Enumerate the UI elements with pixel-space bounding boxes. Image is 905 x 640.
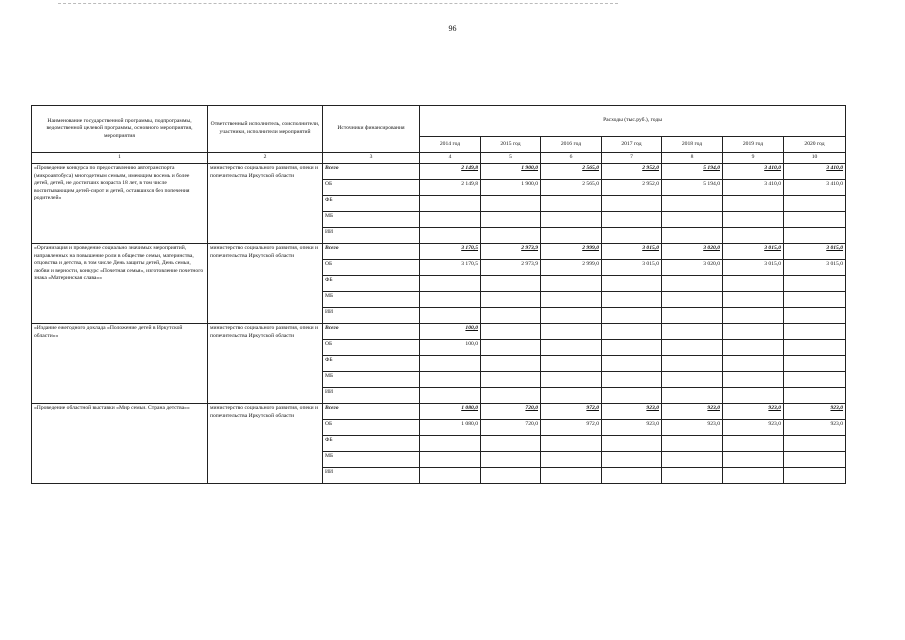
expense-value-cell [420,292,481,308]
expense-value-cell [784,276,846,292]
expense-value-cell [481,212,541,228]
expense-value-cell [784,212,846,228]
expense-value-cell: 1 080,0 [420,420,481,436]
expense-value-cell [602,228,662,244]
expense-value-cell [481,372,541,388]
expense-value-cell: 2 565,0 [541,180,602,196]
expense-value-cell: 2 973,9 [481,244,541,260]
expense-value-cell [784,340,846,356]
year-header: 2016 год [541,137,602,153]
expense-value-cell [541,340,602,356]
year-header: 2020 год [784,137,846,153]
funding-source-cell: ИИ [323,388,420,404]
expense-value-cell [723,292,784,308]
funding-source-cell: МБ [323,212,420,228]
expense-value-cell [662,196,723,212]
funding-source-cell: ИИ [323,228,420,244]
expense-value-cell: 3 015,0 [602,244,662,260]
funding-source-cell: Всего [323,164,420,180]
program-activity-title: «Организация и проведение социально значимых мероприятий, направленных на повышение роли в обществе семьи, материнства, отцовства и детства, в том числе День защиты детей, День семьи, любви и верности, конкурс «Почетная семья», изготовление почетного знака «Материнская слава»» [32,244,208,324]
expense-value-cell [784,228,846,244]
expense-value-cell [481,276,541,292]
executor-cell: министерство социального развития, опеки и попечительства Иркутской области [208,244,323,324]
expense-value-cell [662,228,723,244]
expense-value-cell [602,196,662,212]
expense-value-cell [602,276,662,292]
column-number: 10 [784,153,846,164]
expense-value-cell: 923,0 [662,420,723,436]
year-header: 2014 год [420,137,481,153]
expense-value-cell [541,372,602,388]
expense-value-cell [541,276,602,292]
source-header: Источники финансирования [323,106,420,153]
expense-value-cell [662,308,723,324]
expense-value-cell [541,308,602,324]
expense-value-cell [784,436,846,452]
expense-value-cell: 3 410,0 [784,164,846,180]
expense-value-cell: 923,0 [723,404,784,420]
expense-value-cell [541,388,602,404]
year-header: 2015 год [481,137,541,153]
year-header: 2018 год [662,137,723,153]
expense-value-cell: 720,0 [481,404,541,420]
column-number: 4 [420,153,481,164]
funding-source-cell: ОБ [323,340,420,356]
expense-value-cell [602,372,662,388]
expense-value-cell [723,452,784,468]
column-number: 7 [602,153,662,164]
expense-value-cell [420,468,481,484]
expense-value-cell [784,324,846,340]
expense-value-cell [481,292,541,308]
expense-value-cell [602,388,662,404]
expense-value-cell: 923,0 [784,404,846,420]
expense-value-cell [723,388,784,404]
expense-value-cell: 2 999,0 [541,260,602,276]
scan-top-edge [58,3,618,5]
table-body [32,164,846,484]
expense-value-cell [420,388,481,404]
expense-value-cell [481,436,541,452]
expense-value-cell: 3 015,0 [784,260,846,276]
expense-value-cell [662,292,723,308]
executor-cell: министерство социального развития, опеки и попечительства Иркутской области [208,164,323,244]
expense-value-cell [420,452,481,468]
column-number: 5 [481,153,541,164]
expense-value-cell [420,436,481,452]
expense-value-cell [723,324,784,340]
expense-value-cell: 3 170,5 [420,244,481,260]
expense-value-cell [541,324,602,340]
table-row [32,404,846,420]
column-number-row [32,153,846,164]
expense-value-cell [420,356,481,372]
expense-value-cell: 3 015,0 [784,244,846,260]
expense-value-cell [481,308,541,324]
expense-value-cell [541,228,602,244]
expense-value-cell [481,196,541,212]
expense-value-cell: 923,0 [784,420,846,436]
funding-source-cell: Всего [323,244,420,260]
expense-value-cell [481,324,541,340]
expense-value-cell [420,212,481,228]
executor-cell: министерство социального развития, опеки и попечительства Иркутской области [208,404,323,484]
page-number: 96 [448,24,457,33]
expense-value-cell: 5 194,0 [662,180,723,196]
expense-value-cell: 2 999,0 [541,244,602,260]
expense-value-cell [784,292,846,308]
expense-value-cell [784,308,846,324]
expense-value-cell [662,468,723,484]
expense-value-cell [602,452,662,468]
funding-source-cell: ОБ [323,260,420,276]
expense-value-cell [602,308,662,324]
funding-source-cell: МБ [323,372,420,388]
funding-source-cell: МБ [323,452,420,468]
expense-value-cell [602,212,662,228]
expense-value-cell [541,356,602,372]
funding-source-cell: ФБ [323,196,420,212]
expense-value-cell [784,452,846,468]
funding-source-cell: Всего [323,404,420,420]
expense-value-cell: 2 952,0 [602,164,662,180]
expense-value-cell [662,388,723,404]
funding-source-cell: ОБ [323,180,420,196]
expense-value-cell: 923,0 [602,404,662,420]
expense-value-cell [662,324,723,340]
expense-value-cell [602,468,662,484]
program-header: Наименование государственной программы, подпрограммы, ведомственной целевой программы, основного мероприятия, мероприятия [32,106,208,153]
expense-value-cell: 3 020,0 [662,244,723,260]
expense-value-cell: 3 015,0 [723,260,784,276]
table-row [32,164,846,180]
expense-value-cell [602,436,662,452]
expense-value-cell [784,468,846,484]
executor-cell: министерство социального развития, опеки и попечительства Иркутской области [208,324,323,404]
expense-value-cell [602,340,662,356]
expense-value-cell [481,388,541,404]
header-row [32,106,846,137]
funding-source-cell: ФБ [323,436,420,452]
expense-value-cell: 972,0 [541,420,602,436]
expense-value-cell: 972,0 [541,404,602,420]
column-number: 2 [208,153,323,164]
expense-value-cell [541,292,602,308]
expense-value-cell: 100,0 [420,340,481,356]
expense-value-cell [723,308,784,324]
expense-value-cell [662,452,723,468]
budget-table [31,105,846,484]
expense-value-cell: 2 565,0 [541,164,602,180]
expense-value-cell [541,452,602,468]
expense-value-cell [541,196,602,212]
funding-source-cell: Всего [323,324,420,340]
expense-value-cell [662,436,723,452]
funding-source-cell: ИИ [323,308,420,324]
expense-value-cell: 5 194,0 [662,164,723,180]
expense-value-cell: 923,0 [602,420,662,436]
column-number: 8 [662,153,723,164]
funding-source-cell: ФБ [323,356,420,372]
expense-value-cell [541,212,602,228]
expense-value-cell: 1 080,0 [420,404,481,420]
program-activity-title: «Проведение областной выставки «Мир семьи. Страна детства»» [32,404,208,484]
expense-value-cell [723,356,784,372]
expense-value-cell [420,308,481,324]
expense-value-cell: 3 410,0 [723,180,784,196]
expense-value-cell: 2 149,8 [420,164,481,180]
expense-value-cell [481,468,541,484]
expense-value-cell: 3 015,0 [723,244,784,260]
expense-value-cell [723,372,784,388]
table-row [32,324,846,340]
expense-value-cell: 2 149,8 [420,180,481,196]
expense-value-cell: 720,0 [481,420,541,436]
expense-value-cell: 3 020,0 [662,260,723,276]
expense-value-cell: 923,0 [723,420,784,436]
program-activity-title: «Проведение конкурса по предоставлению автотранспорта (микроавтобуса) многодетным семьям, имеющим восемь и более детей, детей, не достигших возраста 18 лет, в том числе воспитывающим детей-сирот и детей, оставшихся без попечения родителей» [32,164,208,244]
expense-value-cell [662,356,723,372]
expense-value-cell [420,372,481,388]
column-number: 6 [541,153,602,164]
expense-value-cell [784,372,846,388]
funding-source-cell: ОБ [323,420,420,436]
expense-value-cell: 923,0 [662,404,723,420]
expense-value-cell [784,356,846,372]
executor-header: Ответственный исполнитель, соисполнители, участники, исполнители мероприятий [208,106,323,153]
expense-value-cell: 3 410,0 [784,180,846,196]
expense-value-cell [723,228,784,244]
expense-value-cell [784,196,846,212]
expense-value-cell [723,340,784,356]
expense-value-cell [662,340,723,356]
expense-value-cell: 3 015,0 [602,260,662,276]
expense-value-cell: 3 410,0 [723,164,784,180]
expense-value-cell [723,468,784,484]
funding-source-cell: ФБ [323,276,420,292]
expense-value-cell [602,356,662,372]
expense-value-cell [541,468,602,484]
expense-value-cell [723,436,784,452]
funding-source-cell: МБ [323,292,420,308]
expense-value-cell [662,276,723,292]
expense-value-cell: 3 170,5 [420,260,481,276]
expense-value-cell [481,356,541,372]
funding-source-cell: ИИ [323,468,420,484]
expense-value-cell [481,340,541,356]
expense-value-cell [420,196,481,212]
expense-value-cell: 2 952,0 [602,180,662,196]
column-number: 3 [323,153,420,164]
expense-value-cell [541,436,602,452]
expense-value-cell [420,228,481,244]
expense-value-cell [602,324,662,340]
expense-value-cell [662,372,723,388]
year-header: 2019 год [723,137,784,153]
expense-value-cell [602,292,662,308]
program-activity-title: «Издание ежегодного доклада «Положение детей в Иркутской области»» [32,324,208,404]
year-header: 2017 год [602,137,662,153]
expense-value-cell [662,212,723,228]
expense-value-cell [481,452,541,468]
table-row [32,244,846,260]
expense-value-cell: 1 900,0 [481,164,541,180]
expenses-header: Расходы (тыс.руб.), годы [420,106,846,137]
column-number: 1 [32,153,208,164]
expense-value-cell: 1 900,0 [481,180,541,196]
expense-value-cell [420,276,481,292]
expense-value-cell [723,196,784,212]
expense-value-cell [481,228,541,244]
expense-value-cell [784,388,846,404]
expense-value-cell [723,212,784,228]
expense-value-cell: 100,0 [420,324,481,340]
column-number: 9 [723,153,784,164]
expense-value-cell [723,276,784,292]
expense-value-cell: 2 973,9 [481,260,541,276]
